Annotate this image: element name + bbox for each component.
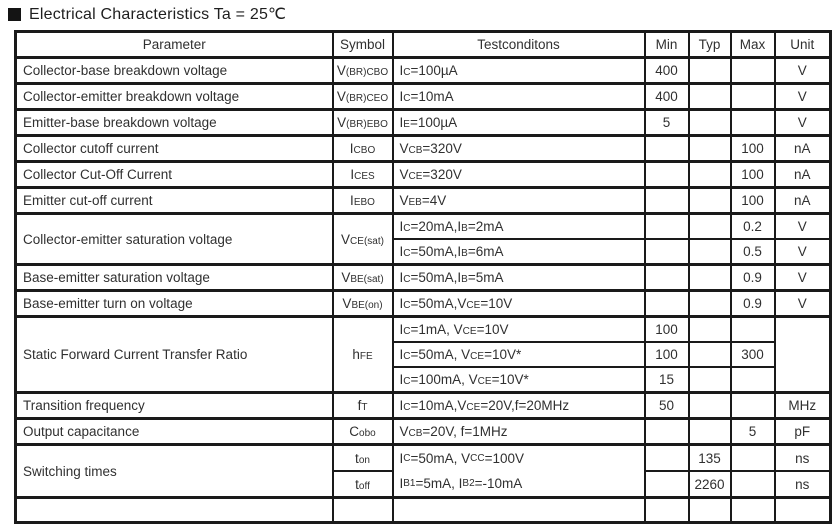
table-row: [16, 419, 831, 445]
symbol-cell: [333, 498, 393, 523]
min-cell: [645, 445, 689, 472]
min-cell: [645, 239, 689, 265]
min-cell: 5: [645, 110, 689, 136]
typ-cell: [689, 136, 731, 162]
max-cell: [731, 110, 775, 136]
table-row: [16, 58, 831, 84]
max-cell: [731, 84, 775, 110]
header-unit: Unit: [775, 32, 831, 58]
max-cell: [731, 445, 775, 472]
table-row: [16, 214, 831, 240]
cond-cell: IC=10mA,VCE=20V,f=20MHz: [393, 393, 645, 419]
section-title: [8, 4, 286, 24]
typ-cell: [689, 162, 731, 188]
table-row: [16, 265, 831, 291]
min-cell: [645, 291, 689, 317]
table-row: [16, 136, 831, 162]
typ-cell: [689, 214, 731, 240]
cond-cell: VEB=4V: [393, 188, 645, 214]
cond-cell: IC=100mA, VCE=10V*: [393, 367, 645, 393]
header-row: [16, 32, 831, 58]
typ-cell: [689, 317, 731, 343]
table-row: [16, 84, 831, 110]
symbol-cell: VCE(sat): [333, 214, 393, 265]
section-bullet-icon: [8, 8, 21, 21]
cond-cell: IC=10mA: [393, 84, 645, 110]
param-cell: Collector-emitter saturation voltage: [16, 214, 333, 265]
header-max: Max: [731, 32, 775, 58]
min-cell: [645, 136, 689, 162]
header-symbol: Symbol: [333, 32, 393, 58]
max-cell: 0.5: [731, 239, 775, 265]
table-row: [16, 393, 831, 419]
unit-cell: V: [775, 291, 831, 317]
param-cell: Switching times: [16, 445, 333, 498]
symbol-cell: V(BR)EBO: [333, 110, 393, 136]
cond-cell-merged: [393, 445, 645, 498]
unit-cell: V: [775, 110, 831, 136]
typ-cell: [689, 265, 731, 291]
table-row: [16, 188, 831, 214]
param-cell: Output capacitance: [16, 419, 333, 445]
cond-cell: IC=50mA,VCE=10V: [393, 291, 645, 317]
symbol-cell: Cobo: [333, 419, 393, 445]
cond-cell: IE=100µA: [393, 110, 645, 136]
unit-cell: pF: [775, 419, 831, 445]
typ-cell: 135: [689, 445, 731, 472]
cutoff-row: [16, 498, 831, 523]
typ-cell: [689, 84, 731, 110]
max-cell: 0.2: [731, 214, 775, 240]
page-title: Electrical Characteristics Ta = 25℃: [29, 6, 287, 23]
typ-cell: [689, 110, 731, 136]
min-cell: 100: [645, 317, 689, 343]
cond-cell: IC=100µA: [393, 58, 645, 84]
unit-cell: nA: [775, 188, 831, 214]
symbol-cell: toff: [333, 471, 393, 498]
max-cell: [731, 393, 775, 419]
unit-cell: ns: [775, 445, 831, 472]
unit-cell: [775, 498, 831, 523]
cond-cell: VCB=320V: [393, 136, 645, 162]
typ-cell: [689, 188, 731, 214]
max-cell: 300: [731, 342, 775, 367]
symbol-cell: IEBO: [333, 188, 393, 214]
max-cell: 100: [731, 188, 775, 214]
param-cell: Static Forward Current Transfer Ratio: [16, 317, 333, 393]
symbol-cell: VBE(on): [333, 291, 393, 317]
min-cell: 100: [645, 342, 689, 367]
cond-cell: IC=50mA,IB=5mA: [393, 265, 645, 291]
param-cell: Base-emitter saturation voltage: [16, 265, 333, 291]
symbol-cell: hFE: [333, 317, 393, 393]
param-cell: Transition frequency: [16, 393, 333, 419]
header-min: Min: [645, 32, 689, 58]
min-cell: [645, 188, 689, 214]
cond-cell: IC=20mA,IB=2mA: [393, 214, 645, 240]
symbol-cell: fT: [333, 393, 393, 419]
header-parameter: Parameter: [16, 32, 333, 58]
max-cell: 0.9: [731, 291, 775, 317]
min-cell: [645, 162, 689, 188]
min-cell: 400: [645, 84, 689, 110]
unit-cell: nA: [775, 136, 831, 162]
param-cell: Collector-emitter breakdown voltage: [16, 84, 333, 110]
param-cell: [16, 498, 333, 523]
table-row: [16, 317, 831, 343]
param-cell: Collector-base breakdown voltage: [16, 58, 333, 84]
typ-cell: [689, 342, 731, 367]
unit-cell: ns: [775, 471, 831, 498]
max-cell: [731, 58, 775, 84]
min-cell: [645, 471, 689, 498]
max-cell: 0.9: [731, 265, 775, 291]
symbol-cell: ton: [333, 445, 393, 472]
unit-cell: nA: [775, 162, 831, 188]
min-cell: 400: [645, 58, 689, 84]
typ-cell: 2260: [689, 471, 731, 498]
unit-cell: V: [775, 58, 831, 84]
unit-cell: [775, 317, 831, 393]
min-cell: [645, 419, 689, 445]
electrical-characteristics-table: [14, 30, 832, 524]
cond-cell: IC=50mA,IB=6mA: [393, 239, 645, 265]
unit-cell: V: [775, 84, 831, 110]
typ-cell: [689, 58, 731, 84]
cond-cell: IC=50mA, VCE=10V*: [393, 342, 645, 367]
header-typ: Typ: [689, 32, 731, 58]
max-cell: 5: [731, 419, 775, 445]
typ-cell: [689, 239, 731, 265]
typ-cell: [689, 393, 731, 419]
max-cell: [731, 498, 775, 523]
symbol-cell: V(BR)CEO: [333, 84, 393, 110]
param-cell: Emitter cut-off current: [16, 188, 333, 214]
max-cell: [731, 317, 775, 343]
table-row: [16, 445, 831, 472]
header-testconditions: Testconditons: [393, 32, 645, 58]
unit-cell: MHz: [775, 393, 831, 419]
table-row: [16, 162, 831, 188]
param-cell: Collector cutoff current: [16, 136, 333, 162]
symbol-cell: VBE(sat): [333, 265, 393, 291]
min-cell: 50: [645, 393, 689, 419]
unit-cell: V: [775, 265, 831, 291]
typ-cell: [689, 367, 731, 393]
typ-cell: [689, 419, 731, 445]
min-cell: [645, 265, 689, 291]
cond-cell: [393, 498, 645, 523]
table-row: [16, 110, 831, 136]
cond-cell: VCB=20V, f=1MHz: [393, 419, 645, 445]
min-cell: [645, 214, 689, 240]
param-cell: Collector Cut-Off Current: [16, 162, 333, 188]
cond-cell: VCE=320V: [393, 162, 645, 188]
typ-cell: [689, 498, 731, 523]
param-cell: Base-emitter turn on voltage: [16, 291, 333, 317]
symbol-cell: V(BR)CBO: [333, 58, 393, 84]
cond-line: I C =50mA, V CC =100V: [399, 451, 525, 466]
symbol-cell: ICBO: [333, 136, 393, 162]
cond-cell: IC=1mA, VCE=10V: [393, 317, 645, 343]
symbol-cell: ICES: [333, 162, 393, 188]
max-cell: [731, 367, 775, 393]
table-row: [16, 291, 831, 317]
unit-cell: V: [775, 214, 831, 240]
typ-cell: [689, 291, 731, 317]
max-cell: 100: [731, 136, 775, 162]
min-cell: 15: [645, 367, 689, 393]
min-cell: [645, 498, 689, 523]
param-cell: Emitter-base breakdown voltage: [16, 110, 333, 136]
unit-cell: V: [775, 239, 831, 265]
max-cell: [731, 471, 775, 498]
cond-line: I B1 =5mA, I B2 =-10mA: [399, 476, 523, 491]
max-cell: 100: [731, 162, 775, 188]
